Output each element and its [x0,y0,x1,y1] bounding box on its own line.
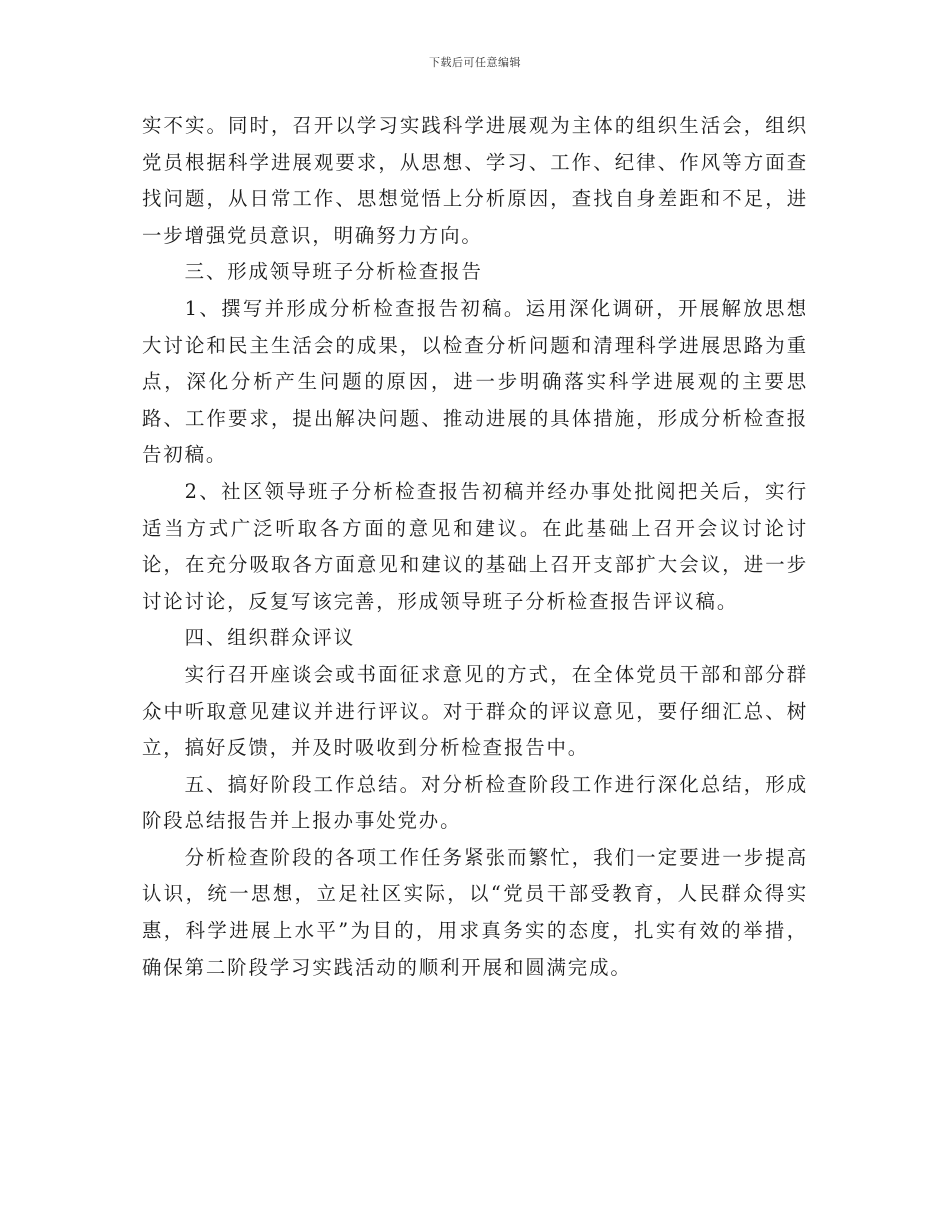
paragraph-continuation: 实不实。同时，召开以学习实践科学进展观为主体的组织生活会，组织党员根据科学进展观要求，从思想、学习、工作、纪律、作风等方面查找问题，从日常工作、思想觉悟上分析原因，查找自身差距和不足，进一步增强党员意识，明确努力方向。 [142,114,808,247]
section-heading-3: 三、形成领导班子分析检查报告 [184,260,483,284]
section-heading-4: 四、组织群众评议 [184,626,355,650]
paragraph-item-1: 1、撰写并形成分析检查报告初稿。运用深化调研，开展解放思想大讨论和民主生活会的成果，以检查分析问题和清理科学进展思路为重点，深化分析产生问题的原因，进一步明确落实科学进展观的主要思路、工作要求，提出解决问题、推动进展的具体措施，形成分析检查报告初稿。 [142,296,808,467]
section-heading-5: 五、搞好阶段工作总结。对分析检查阶段工作进行深化总结，形成阶段总结报告并上报办事处党办。 [142,772,808,833]
paragraph-item-2: 2、社区领导班子分析检查报告初稿并经办事处批阅把关后，实行适当方式广泛听取各方面的意见和建议。在此基础上召开会议讨论讨论，在充分吸取各方面意见和建议的基础上召开支部扩大会议，进一步讨论讨论，反复写该完善，形成领导班子分析检查报告评议稿。 [142,479,808,613]
paragraph-public-review: 实行召开座谈会或书面征求意见的方式，在全体党员干部和部分群众中听取意见建议并进行评议。对于群众的评议意见，要仔细汇总、树立，搞好反馈，并及时吸收到分析检查报告中。 [142,662,808,760]
document-body [142,108,808,986]
page-header-note: 下载后可任意编辑 [429,56,521,69]
paragraph-conclusion: 分析检查阶段的各项工作任务紧张而繁忙，我们一定要进一步提高认识，统一思想，立足社区实际，以“党员干部受教育，人民群众得实惠，科学进展上水平”为目的，用求真务实的态度，扎实有效的举措，确保第二阶段学习实践活动的顺利开展和圆满完成。 [142,845,808,979]
